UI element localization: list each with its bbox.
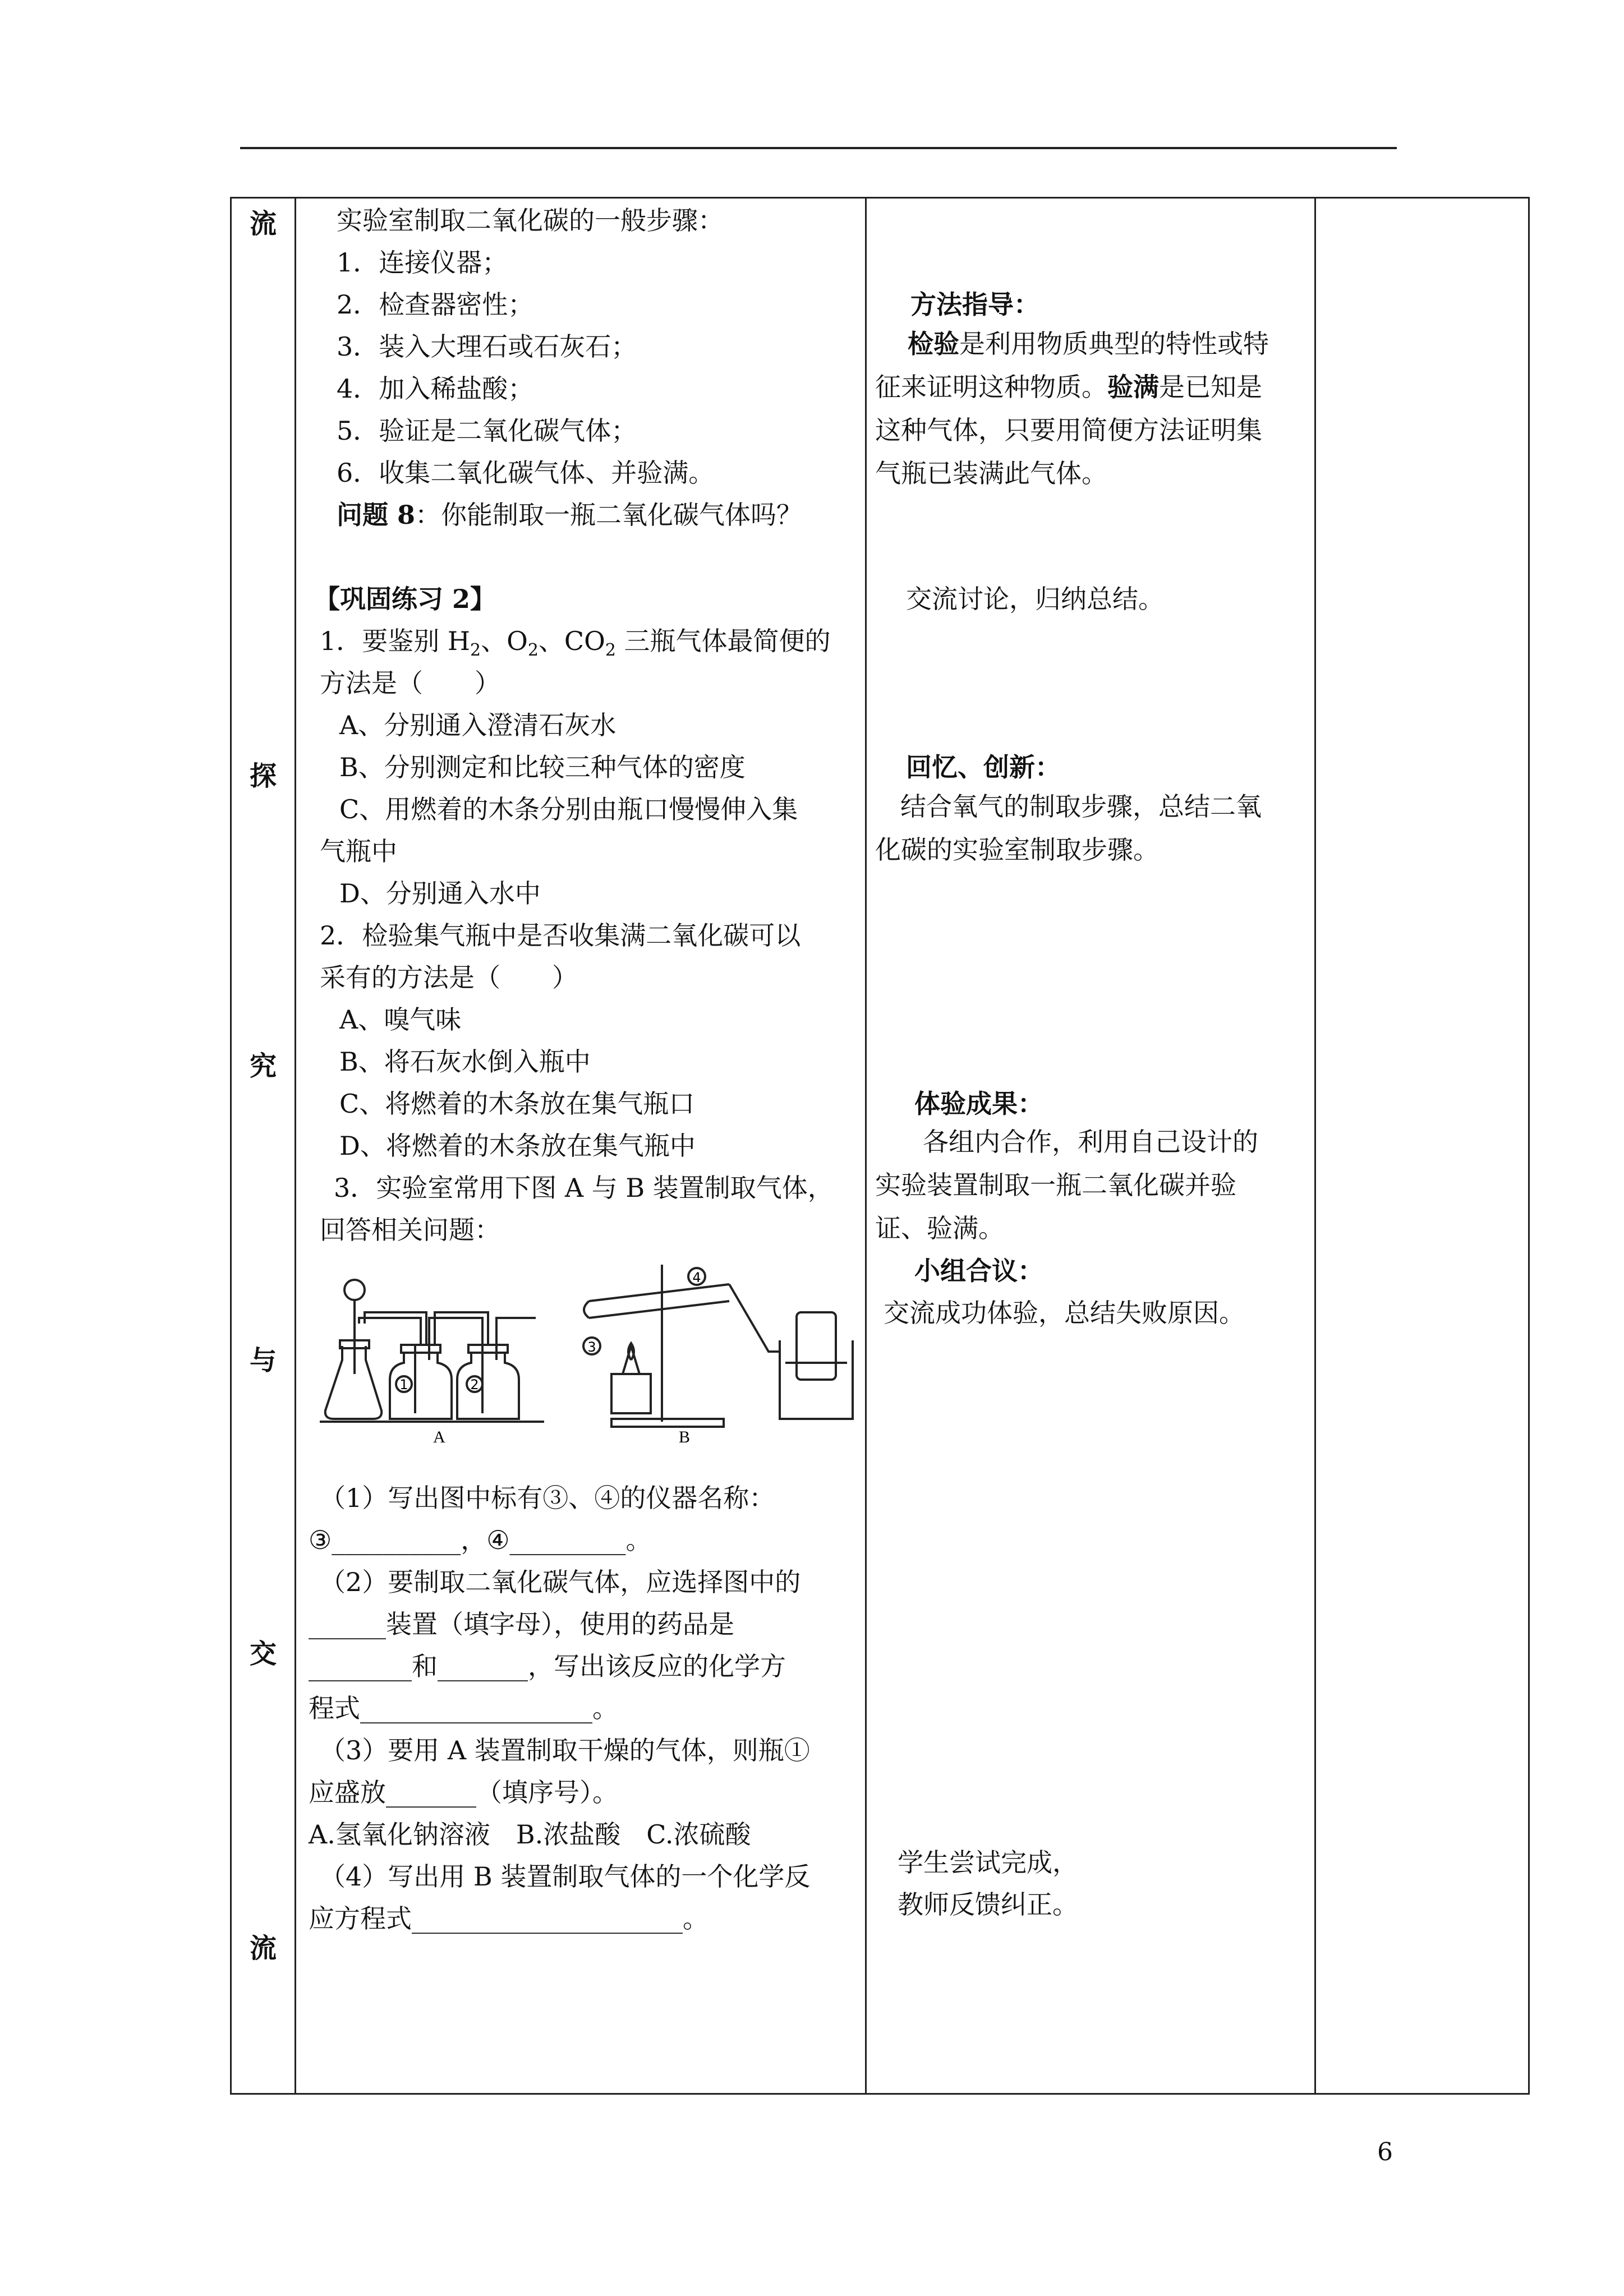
q2-option: C、将燃着的木条放在集气瓶口	[339, 1089, 695, 1119]
q1-line1: 1．要鉴别 $H_2$、$O_2$、$CO_2$ 三瓶气体最简便的	[320, 626, 831, 661]
step-item: 1．连接仪器；	[337, 247, 508, 278]
notes-column	[1315, 198, 1529, 2094]
try-line2: 教师反馈纠正。	[898, 1889, 1078, 1920]
sub4-line1: （4）写出用 B 装置制取气体的一个化学反	[320, 1861, 811, 1892]
figure-marker-n1: 1	[399, 1377, 408, 1393]
sub3-line2: 应盛放_______（填序号）。	[309, 1777, 618, 1808]
apparatus-figure	[320, 1262, 858, 1447]
sub4-line2: 应方程式_____________________。	[309, 1903, 709, 1934]
label-b: B	[678, 1428, 691, 1446]
question-8-text: ：你能制取一瓶二氧化碳气体吗？	[415, 500, 803, 530]
q2-line2: 采有的方法是（ ）	[320, 962, 578, 993]
sub1-line2: ③__________，④_________。	[309, 1525, 652, 1555]
recall-title: 回忆、创新：	[906, 752, 1061, 782]
page-number: 6	[1377, 2138, 1393, 2166]
steps-title: 实验室制取二氧化碳的一般步骤：	[337, 205, 724, 236]
practice-title: 【巩固练习 2】	[314, 584, 496, 614]
q1-option-cont: 气瓶中	[320, 836, 397, 866]
header-rule	[240, 147, 1397, 149]
recall-text: 结合氧气的制取步骤，总结二氧化碳的实验室制取步骤。	[875, 791, 1262, 865]
q1-option: B、分别测定和比较三种气体的密度	[339, 752, 746, 782]
figure-marker-n2: 2	[470, 1377, 479, 1393]
device-b	[584, 1265, 853, 1427]
q2-option: D、将燃着的木条放在集气瓶中	[339, 1131, 696, 1161]
flask-a	[325, 1280, 426, 1419]
stage-char: 流	[250, 208, 277, 239]
discuss-text: 交流讨论，归纳总结。	[906, 584, 1164, 614]
q3-line2: 回答相关问题：	[320, 1215, 500, 1245]
sub3-line1: （3）要用 A 装置制取干燥的气体，则瓶①	[320, 1735, 810, 1765]
sub1-line1: （1）写出图中标有③、④的仪器名称：	[320, 1483, 775, 1513]
q2-option: B、将石灰水倒入瓶中	[339, 1046, 591, 1077]
result-text: 各组内合作，利用自己设计的实验装置制取一瓶二氧化碳并验证、验满。	[875, 1127, 1258, 1243]
sub2-line3: ________和_______，写出该反应的化学方	[309, 1651, 786, 1681]
stage-char: 交	[250, 1638, 277, 1670]
bottle-1	[390, 1312, 488, 1419]
label-a: A	[433, 1428, 445, 1446]
q1-line2: 方法是（ ）	[320, 668, 500, 698]
step-item: 2．检查器密性；	[337, 289, 534, 320]
stage-char: 究	[250, 1050, 277, 1082]
step-item: 5．验证是二氧化碳气体；	[337, 416, 637, 446]
figure-marker-n3: 3	[587, 1339, 596, 1355]
result-title: 体验成果：	[914, 1089, 1043, 1119]
try-line1: 学生尝试完成，	[898, 1847, 1078, 1878]
sub2-line2: ______装置（填字母），使用的药品是	[309, 1609, 734, 1639]
group-text: 交流成功体验，总结失败原因。	[884, 1298, 1245, 1328]
method-title: 方法指导：	[910, 289, 1039, 320]
group-title: 小组合议：	[914, 1256, 1043, 1286]
sub2-line1: （2）要制取二氧化碳气体，应选择图中的	[320, 1567, 801, 1597]
method-text: 检验是利用物质典型的特性或特征来证明这种物质。验满是已知是这种气体，只要用简便方法证明集气瓶已装满此气体。	[875, 329, 1269, 488]
sub2-line4: 程式__________________。	[309, 1693, 618, 1723]
step-item: 4．加入稀盐酸；	[337, 374, 534, 404]
stage-char: 与	[250, 1345, 277, 1376]
q1-option: D、分别通入水中	[339, 878, 541, 909]
q2-line1: 2．检验集气瓶中是否收集满二氧化碳可以	[320, 920, 801, 951]
stage-column	[231, 198, 296, 2094]
q2-option: A、嗅气味	[339, 1004, 462, 1035]
question-8	[337, 502, 802, 528]
step-item: 3．装入大理石或石灰石；	[337, 331, 637, 362]
bottle-2	[457, 1318, 536, 1419]
sub3-line3: A.氢氧化钠溶液 B.浓盐酸 C.浓硫酸	[309, 1819, 751, 1850]
stage-char: 流	[250, 1933, 277, 1964]
q1-option: A、分别通入澄清石灰水	[339, 710, 617, 740]
stage-char: 探	[250, 760, 277, 792]
q3-line1: 3．实验室常用下图 A 与 B 装置制取气体，	[334, 1173, 834, 1203]
step-item: 6．收集二氧化碳气体、并验满。	[337, 458, 715, 488]
figure-marker-n4: 4	[692, 1270, 701, 1285]
q1-option: C、用燃着的木条分别由瓶口慢慢伸入集	[339, 794, 798, 824]
question-8-label: 问题 8	[337, 500, 416, 530]
